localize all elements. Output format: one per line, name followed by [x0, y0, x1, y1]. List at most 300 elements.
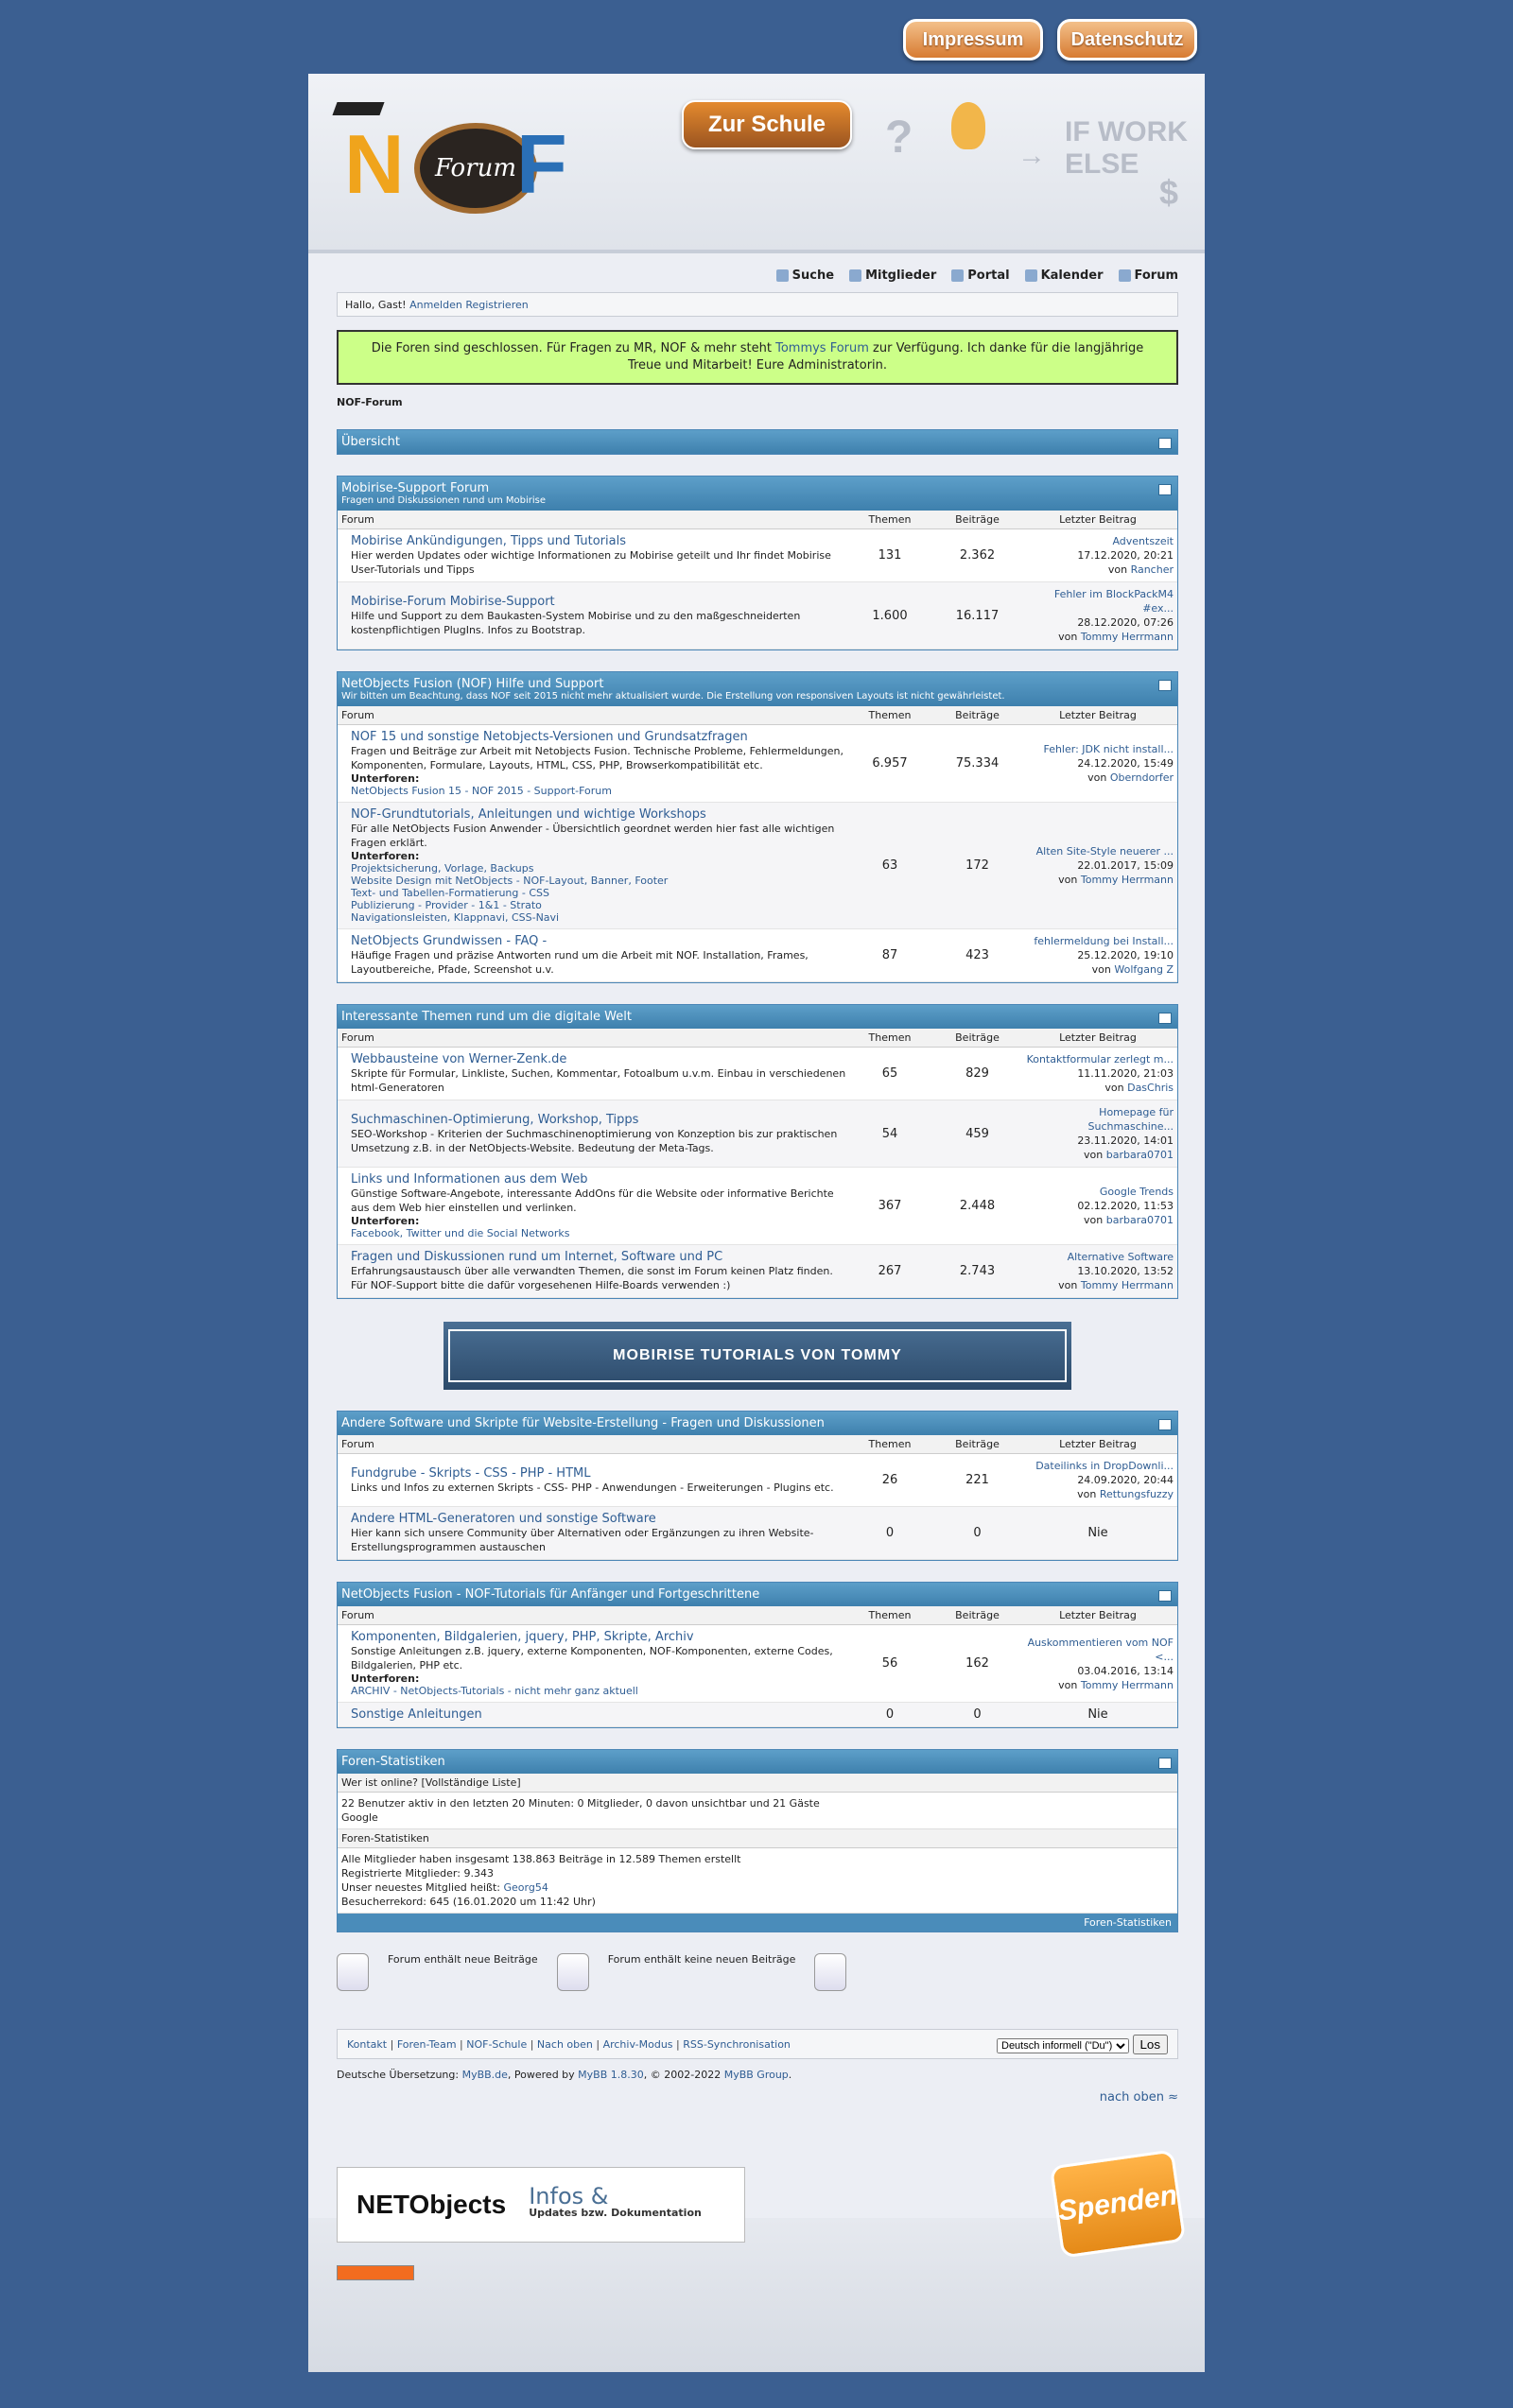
stats-footer-link[interactable]: Foren-Statistiken [338, 1914, 1177, 1932]
last-post-link[interactable]: Fehler im BlockPackM4 #ex... [1053, 588, 1174, 615]
post-count: 459 [965, 1126, 989, 1141]
category-subtitle: Wir bitten um Beachtung, dass NOF seit 2015 nicht mehr aktualisiert wurde. Die Erstellung von responsiven Layouts ist nicht gewährleistet. [341, 691, 1005, 702]
category-title[interactable]: Mobirise-Support Forum [341, 481, 490, 495]
last-post [1022, 934, 1174, 977]
last-post-link[interactable]: Homepage für Suchmaschine... [1087, 1106, 1174, 1133]
subforum-link[interactable]: Navigationsleisten, Klappnavi, CSS-Navi [351, 911, 560, 924]
post-count: 423 [965, 948, 989, 962]
last-post-link[interactable]: Alten Site-Style neuerer ... [1035, 845, 1174, 858]
last-post-never: Nie [1087, 1707, 1108, 1722]
calendar-icon [1025, 269, 1037, 282]
notice-text: Die Foren sind geschlossen. Für Fragen zu MR, NOF & mehr steht [371, 341, 776, 355]
welcome-bar [337, 292, 1178, 317]
category-title[interactable]: NetObjects Fusion (NOF) Hilfe und Support [341, 677, 604, 691]
col-threads: Themen [868, 1438, 912, 1450]
last-post-author [1022, 1678, 1174, 1692]
last-post-by: von [1058, 631, 1081, 643]
col-posts: Beiträge [955, 1031, 1000, 1044]
col-forum: Forum [341, 709, 374, 721]
nav-calendar[interactable] [1025, 269, 1104, 283]
logo-letter-n: N [344, 117, 405, 211]
category-digital-world [337, 1004, 1178, 1299]
post-count: 2.743 [959, 1264, 996, 1278]
subforum-list [351, 1227, 847, 1239]
forum-info [341, 1630, 847, 1697]
last-post-author [1022, 630, 1174, 644]
thread-count: 6.957 [872, 756, 908, 771]
forum-info [341, 1250, 847, 1292]
last-post-never: Nie [1087, 1526, 1108, 1540]
col-threads: Themen [868, 1609, 912, 1621]
post-count: 172 [965, 858, 989, 873]
last-post-author [1022, 771, 1174, 785]
page-container [308, 74, 1205, 2372]
col-posts: Beiträge [955, 513, 1000, 526]
banner-text: MOBIRISE TUTORIALS VON TOMMY [448, 1329, 1067, 1382]
author-link[interactable]: barbara0701 [1105, 1214, 1174, 1226]
column-header [338, 1435, 1177, 1454]
forum-row [338, 582, 1177, 650]
forum-info [341, 1466, 847, 1495]
netobjects-banner[interactable] [337, 2167, 745, 2243]
col-last: Letzter Beitrag [1059, 1438, 1137, 1450]
nav-members-label: Mitglieder [865, 269, 937, 283]
last-post-author [1022, 1081, 1174, 1095]
copyright-text-4: . [788, 2069, 792, 2081]
nof-forum-logo[interactable] [327, 102, 592, 211]
login-link[interactable]: Anmelden [409, 298, 462, 311]
last-post-date: 24.12.2020, 15:49 [1077, 757, 1174, 770]
post-count: 0 [973, 1707, 982, 1722]
back-to-top-link[interactable]: nach oben ≈ [1099, 2090, 1178, 2105]
overview-title: Übersicht [341, 435, 400, 449]
post-count: 162 [965, 1656, 989, 1671]
home-icon [1119, 269, 1131, 282]
col-threads: Themen [868, 513, 912, 526]
stats-posts: Alle Mitglieder haben insgesamt 138.863 Beiträge in 12.589 Themen erstellt [341, 1853, 741, 1865]
forum-description: SEO-Workshop - Kriterien der Suchmaschinenoptimierung von Konzeption bis zur praktischen Umsetzung z.B. in der NetObjects-Website. Bedeutung der Meta-Tags. [351, 1127, 838, 1154]
breadcrumb[interactable]: NOF-Forum [337, 396, 403, 408]
author-link[interactable]: Tommy Herrmann [1080, 1279, 1174, 1291]
column-header [338, 1029, 1177, 1048]
thread-count: 131 [878, 548, 902, 563]
forum-info [341, 730, 847, 797]
forum-info [341, 807, 847, 924]
forum-info [341, 595, 847, 637]
forum-title-link[interactable]: Mobirise-Forum Mobirise-Support [351, 594, 555, 609]
author-link[interactable]: DasChris [1127, 1082, 1174, 1094]
stats-title: Foren-Statistiken [341, 1755, 445, 1769]
collapse-icon[interactable] [1158, 1419, 1172, 1430]
no-new-posts-icon [557, 1953, 589, 1991]
spenden-button[interactable]: Spenden [1050, 2149, 1186, 2258]
copyright-text-2: , Powered by [507, 2069, 579, 2081]
last-post-author [1022, 962, 1174, 977]
post-count: 0 [973, 1526, 982, 1540]
category-other-software [337, 1411, 1178, 1561]
last-post-by: von [1087, 771, 1110, 784]
last-post-date: 24.09.2020, 20:44 [1077, 1474, 1174, 1486]
last-post [1022, 1707, 1174, 1722]
subforum-link[interactable]: Website Design mit NetObjects - NOF-Layout, Banner, Footer [351, 875, 669, 887]
thread-count: 26 [881, 1473, 898, 1487]
last-post-date: 13.10.2020, 13:52 [1077, 1265, 1174, 1277]
thread-count: 87 [881, 948, 898, 962]
forum-info [341, 534, 847, 577]
collapse-icon[interactable] [1158, 1590, 1172, 1602]
last-post-date: 03.04.2016, 13:14 [1077, 1664, 1174, 1677]
last-post [1022, 1052, 1174, 1095]
nav-portal[interactable] [951, 269, 1009, 283]
col-forum: Forum [341, 1438, 374, 1450]
legend-new: Forum enthält neue Beiträge [388, 1953, 538, 1966]
question-mark-icon: ? [885, 113, 913, 163]
language-switcher [997, 2035, 1168, 2054]
netobjects-infos: Infos & [529, 2183, 609, 2209]
category-title[interactable]: Andere Software und Skripte für Website-Erstellung - Fragen und Diskussionen [341, 1416, 825, 1430]
last-post-date: 23.11.2020, 14:01 [1077, 1135, 1174, 1147]
datenschutz-button[interactable]: Datenschutz [1057, 19, 1197, 61]
forum-title-link[interactable]: Fragen und Diskussionen rund um Internet, Software und PC [351, 1250, 723, 1264]
nav-search-label: Suche [791, 269, 835, 283]
column-header [338, 706, 1177, 725]
last-post-author [1022, 1213, 1174, 1227]
logo-forum-badge: Forum [414, 123, 537, 214]
forum-info [341, 934, 847, 977]
last-post [1022, 1185, 1174, 1227]
tommys-forum-link[interactable]: Tommys Forum [775, 341, 869, 355]
forum-description: Erfahrungsaustausch über alle verwandten Themen, die sonst im Forum keinen Platz finden. Für NOF-Support bitte die dafür vorgesehenen Hilfe-Boards verwenden :) [351, 1265, 833, 1291]
last-post-author [1022, 1278, 1174, 1292]
col-forum: Forum [341, 1609, 374, 1621]
arrow-icon: → [1017, 140, 1046, 171]
forum-row [338, 1507, 1177, 1560]
forum-row [338, 1703, 1177, 1727]
forum-info [341, 1172, 847, 1239]
forum-row [338, 529, 1177, 582]
nav-forum[interactable] [1119, 269, 1179, 283]
nav-members[interactable] [849, 269, 936, 283]
closed-notice [337, 330, 1178, 385]
category-mobirise [337, 476, 1178, 650]
forum-row [338, 725, 1177, 803]
footer-link[interactable]: Foren-Team [396, 2037, 457, 2051]
col-posts: Beiträge [955, 1609, 1000, 1621]
footer-bar [337, 2029, 1178, 2059]
subforum-link[interactable]: Publizierung - Provider - 1&1 - Strato [351, 899, 542, 911]
collapse-icon[interactable] [1158, 1758, 1172, 1769]
copyright-text-3: , © 2002-2022 [643, 2069, 724, 2081]
forum-title-link[interactable]: NetObjects Grundwissen - FAQ - [351, 934, 548, 948]
collapse-icon[interactable] [1158, 1013, 1172, 1024]
netobjects-updates: Updates bzw. Dokumentation [529, 2207, 702, 2219]
thread-count: 0 [885, 1526, 895, 1540]
subforum-list [351, 785, 847, 797]
go-button[interactable]: Los [1133, 2035, 1169, 2054]
last-post [1022, 1526, 1174, 1540]
footer-link[interactable]: NOF-Schule [466, 2037, 528, 2051]
author-link[interactable]: Tommy Herrmann [1080, 874, 1174, 886]
author-link[interactable]: Rettungsfuzzy [1099, 1488, 1174, 1500]
post-count: 75.334 [955, 756, 1000, 771]
online-info [338, 1793, 1177, 1829]
last-post-link[interactable]: fehlermeldung bei Install... [1034, 935, 1174, 947]
top-navigation [337, 269, 1178, 283]
forum-row [338, 1168, 1177, 1245]
forum-row [338, 1454, 1177, 1507]
subforum-list [351, 862, 847, 924]
thread-count: 0 [885, 1707, 895, 1722]
members-icon [849, 269, 861, 282]
greeting: Hallo, Gast! [345, 298, 407, 311]
thread-count: 54 [881, 1126, 898, 1141]
forum-row [338, 1100, 1177, 1168]
post-count: 221 [965, 1473, 989, 1487]
new-posts-icon [337, 1953, 369, 1991]
col-threads: Themen [868, 1031, 912, 1044]
forum-description: Günstige Software-Angebote, interessante AddOns für die Website oder informative Berichte aus dem Web hier einstellen und verlinken. [351, 1187, 834, 1214]
mybb-version-link[interactable]: MyBB 1.8.30 [578, 2069, 644, 2081]
last-post-by: von [1104, 1082, 1128, 1094]
forum-row [338, 1625, 1177, 1703]
thread-count: 267 [878, 1264, 902, 1278]
nav-search[interactable] [776, 269, 834, 283]
notice-text-2: zur Verfügung. Ich danke für die langjährige Treue und Mitarbeit! Eure Administratorin. [627, 341, 1144, 372]
forum-description: Hier kann sich unsere Community über Alternativen oder Ergänzungen zu ihren Website-Erstellungsprogrammen austauschen [351, 1527, 814, 1553]
last-post-date: 28.12.2020, 07:26 [1077, 616, 1174, 629]
last-post-author [1022, 563, 1174, 577]
subforums-label: Unterforen: [351, 1215, 420, 1227]
footer-link[interactable]: Archiv-Modus [602, 2037, 673, 2051]
forum-description: Fragen und Beiträge zur Arbeit mit Netobjects Fusion. Technische Probleme, Fehlermeldungen, Komponenten, Formulare, Layouts, HTML, CSS, PHP, Browserkompatibilität etc. [351, 745, 843, 771]
footer-separator: | [456, 2037, 467, 2051]
category-nof-support [337, 671, 1178, 983]
collapse-icon[interactable] [1158, 680, 1172, 691]
author-link[interactable]: Tommy Herrmann [1080, 631, 1174, 643]
nav-forum-label: Forum [1134, 269, 1178, 283]
header [308, 74, 1205, 253]
post-count: 829 [965, 1066, 989, 1081]
graduation-cap-icon [332, 102, 384, 115]
last-post-author [1022, 1148, 1174, 1162]
last-post [1022, 1459, 1174, 1501]
last-post-link[interactable]: Kontaktformular zerlegt m... [1026, 1053, 1174, 1065]
post-count: 2.448 [959, 1199, 996, 1213]
last-post-by: von [1084, 1214, 1106, 1226]
language-select[interactable] [997, 2038, 1129, 2053]
legend-no-new: Forum enthält keine neuen Beiträge [607, 1953, 796, 1966]
author-link[interactable]: Wolfgang Z [1114, 963, 1174, 976]
last-post-link[interactable]: Dateilinks in DropDownli... [1035, 1460, 1174, 1472]
footer-separator: | [592, 2037, 603, 2051]
author-link[interactable]: Rancher [1130, 563, 1174, 576]
forum-title-link[interactable]: NOF-Grundtutorials, Anleitungen und wichtige Workshops [351, 807, 706, 822]
stats-newest-label: Unser neuestes Mitglied heißt: [341, 1881, 504, 1894]
locked-forum-icon [814, 1953, 846, 1991]
col-forum: Forum [341, 513, 374, 526]
overview-bar [337, 429, 1178, 455]
forum-title-link[interactable]: Links und Informationen aus dem Web [351, 1172, 588, 1187]
forum-row [338, 1048, 1177, 1100]
footer-links [347, 2038, 791, 2051]
copyright [337, 2069, 1178, 2081]
forum-row [338, 803, 1177, 929]
forum-statistics [337, 1749, 1178, 1932]
thread-count: 56 [881, 1656, 898, 1671]
last-post [1022, 534, 1174, 577]
footer-link[interactable]: RSS-Synchronisation [683, 2037, 791, 2051]
forum-description: Für alle NetObjects Fusion Anwender - Übersichtlich geordnet werden hier fast alle wichtigen Fragen erklärt. [351, 823, 835, 849]
post-count: 16.117 [955, 608, 1000, 623]
author-link[interactable]: barbara0701 [1105, 1149, 1174, 1161]
forum-row [338, 1245, 1177, 1298]
forum-description: Sonstige Anleitungen z.B. jquery, externe Komponenten, NOF-Komponenten, externe Codes, Bildgalerien, PHP etc. [351, 1645, 833, 1672]
last-post-by: von [1107, 563, 1131, 576]
last-post-link[interactable]: Alternative Software [1067, 1251, 1174, 1263]
register-link[interactable]: Registrieren [465, 298, 529, 311]
last-post-author [1022, 1487, 1174, 1501]
author-link[interactable]: Tommy Herrmann [1080, 1678, 1174, 1691]
stats-record: Besucherrekord: 645 (16.01.2020 um 11:42 Uhr) [341, 1896, 596, 1908]
last-post-by: von [1077, 1488, 1100, 1500]
forum-title-link[interactable]: NOF 15 und sonstige Netobjects-Versionen und Grundsatzfragen [351, 730, 748, 744]
forum-description: Skripte für Formular, Linkliste, Suchen, Kommentar, Fotoalbum u.v.m. Einbau in verschiedenen html-Generatoren [351, 1067, 846, 1094]
thread-count: 65 [881, 1066, 898, 1081]
last-post-by: von [1091, 963, 1115, 976]
mybb-de-link[interactable]: MyBB.de [461, 2069, 508, 2081]
stats-members: Registrierte Mitglieder: 9.343 [341, 1867, 494, 1880]
col-posts: Beiträge [955, 709, 1000, 721]
forum-info [341, 1707, 847, 1722]
copyright-text: Deutsche Übersetzung: [337, 2069, 462, 2081]
whos-online-link[interactable]: Wer ist online? [Vollständige Liste] [338, 1774, 1177, 1793]
last-post [1022, 742, 1174, 785]
last-post-link[interactable]: Fehler: JDK nicht install... [1043, 743, 1174, 755]
dollar-icon: $ [1159, 173, 1179, 212]
subforum-link[interactable]: Text- und Tabellen-Formatierung - CSS [351, 887, 549, 899]
forum-title-link[interactable]: Fundgrube - Skripts - CSS - PHP - HTML [351, 1465, 591, 1481]
last-post-date: 17.12.2020, 20:21 [1077, 549, 1174, 562]
footer-link[interactable]: Kontakt [347, 2037, 388, 2051]
column-header [338, 511, 1177, 529]
thread-count: 63 [881, 858, 898, 873]
last-post-link[interactable]: Auskommentieren vom NOF <... [1027, 1636, 1174, 1663]
subforums-label: Unterforen: [351, 850, 420, 862]
last-post [1022, 1250, 1174, 1292]
lightbulb-icon [951, 102, 985, 149]
last-post [1022, 844, 1174, 887]
forum-info [341, 1512, 847, 1554]
subforum-list [351, 1685, 847, 1697]
forum-description: Hier werden Updates oder wichtige Informationen zu Mobirise geteilt und Ihr findet Mobirise User-Tutorials und Tipps [351, 549, 831, 576]
last-post-date: 02.12.2020, 11:53 [1077, 1200, 1174, 1212]
last-post [1022, 1636, 1174, 1692]
forum-title-link[interactable]: Andere HTML-Generatoren und sonstige Software [351, 1512, 656, 1526]
forum-title-link[interactable]: Komponenten, Bildgalerien, jquery, PHP, Skripte, Archiv [351, 1630, 694, 1644]
forum-title-link[interactable]: Webbausteine von Werner-Zenk.de [351, 1052, 567, 1066]
forum-description: Häufige Fragen und präzise Antworten rund um die Arbeit mit NOF. Installation, Frames, Layoutbereiche, Pfade, Screenshot u.v. [351, 949, 809, 976]
subforum-link[interactable]: NetObjects Fusion 15 - NOF 2015 - Support-Forum [351, 785, 612, 797]
header-decoration [876, 102, 1197, 225]
zur-schule-button[interactable]: Zur Schule [682, 100, 852, 149]
col-last: Letzter Beitrag [1059, 513, 1137, 526]
stats-subheader: Foren-Statistiken [338, 1829, 1177, 1848]
subforum-link[interactable]: Facebook, Twitter und die Social Networks [351, 1227, 570, 1239]
nav-calendar-label: Kalender [1040, 269, 1104, 283]
online-bots: Google [341, 1811, 378, 1824]
forum-row [338, 929, 1177, 982]
nav-portal-label: Portal [967, 269, 1010, 283]
column-header [338, 1606, 1177, 1625]
last-post-by: von [1058, 1279, 1081, 1291]
forum-title-link[interactable]: Suchmaschinen-Optimierung, Workshop, Tipps [351, 1112, 639, 1127]
portal-icon [951, 269, 964, 282]
mybb-group-link[interactable]: MyBB Group [723, 2069, 789, 2081]
subforum-link[interactable]: Projektsicherung, Vorlage, Backups [351, 862, 534, 875]
forum-description: Hilfe und Support zu dem Baukasten-System Mobirise und zu den maßgeschneiderten kostenpflichtigen PlugIns. Infos zu Bootstrap. [351, 609, 801, 636]
footer-separator: | [387, 2037, 397, 2051]
impressum-button[interactable]: Impressum [903, 19, 1043, 61]
stats-lines [338, 1848, 1177, 1914]
netobjects-logo: NETObjects [357, 2190, 507, 2219]
forum-title-link[interactable]: Sonstige Anleitungen [351, 1707, 482, 1722]
subforum-link[interactable]: ARCHIV - NetObjects-Tutorials - nicht mehr ganz aktuell [351, 1685, 638, 1697]
main-content [337, 263, 1178, 2105]
forum-legend [337, 1953, 1178, 1991]
logo-letter-f: F [516, 117, 567, 211]
deco-text: IF WORK ELSE [1065, 116, 1188, 180]
col-forum: Forum [341, 1031, 374, 1044]
rss-badge[interactable] [337, 2265, 414, 2280]
footer-separator: | [672, 2037, 684, 2051]
forum-info [341, 1052, 847, 1095]
forum-title-link[interactable]: Mobirise Ankündigungen, Tipps und Tutorials [351, 534, 626, 548]
collapse-icon[interactable] [1158, 438, 1172, 449]
last-post-date: 22.01.2017, 15:09 [1077, 859, 1174, 872]
last-post-date: 11.11.2020, 21:03 [1077, 1067, 1174, 1080]
mobirise-tutorials-banner[interactable] [443, 1322, 1071, 1390]
last-post [1022, 1105, 1174, 1162]
collapse-icon[interactable] [1158, 484, 1172, 495]
category-title[interactable]: Interessante Themen rund um die digitale Welt [341, 1010, 632, 1024]
last-post-by: von [1058, 1678, 1081, 1691]
last-post-by: von [1058, 874, 1081, 886]
newest-member-link[interactable]: Georg54 [503, 1881, 548, 1894]
last-post-author [1022, 873, 1174, 887]
col-last: Letzter Beitrag [1059, 1031, 1137, 1044]
last-post-link[interactable]: Adventszeit [1112, 535, 1174, 547]
last-post-link[interactable]: Google Trends [1099, 1186, 1174, 1198]
thread-count: 1.600 [872, 608, 908, 623]
last-post-by: von [1084, 1149, 1106, 1161]
col-posts: Beiträge [955, 1438, 1000, 1450]
category-nof-tutorials [337, 1582, 1178, 1728]
col-threads: Themen [868, 709, 912, 721]
author-link[interactable]: Oberndorfer [1109, 771, 1174, 784]
footer-link[interactable]: Nach oben [536, 2037, 593, 2051]
subforums-label: Unterforen: [351, 1672, 420, 1685]
category-subtitle: Fragen und Diskussionen rund um Mobirise [341, 495, 547, 506]
subforums-label: Unterforen: [351, 772, 420, 785]
thread-count: 367 [878, 1199, 902, 1213]
category-title[interactable]: NetObjects Fusion - NOF-Tutorials für Anfänger und Fortgeschrittene [341, 1587, 760, 1602]
last-post-date: 25.12.2020, 19:10 [1077, 949, 1174, 961]
forum-description: Links und Infos zu externen Skripts - CSS- PHP - Anwendungen - Erweiterungen - Plugins etc. [351, 1481, 834, 1494]
online-text: 22 Benutzer aktiv in den letzten 20 Minuten: 0 Mitglieder, 0 davon unsichtbar und 21 Gäste [341, 1797, 820, 1810]
col-last: Letzter Beitrag [1059, 1609, 1137, 1621]
footer-separator: | [527, 2037, 537, 2051]
forum-info [341, 1113, 847, 1155]
